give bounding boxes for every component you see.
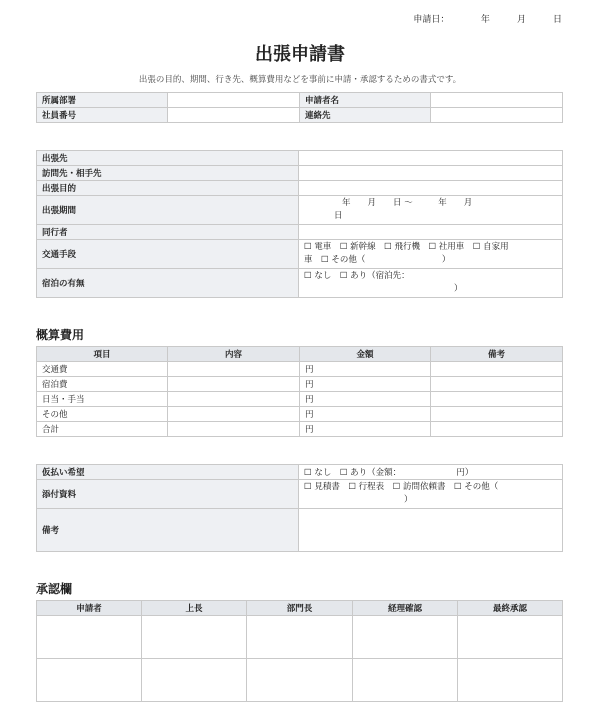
department-field[interactable] — [168, 93, 300, 108]
contact-field[interactable] — [431, 108, 563, 123]
approval-stamp-cell[interactable] — [458, 616, 563, 659]
date-label: 申請日： — [413, 15, 445, 25]
approval-table — [36, 600, 563, 702]
cost-item: 宿泊費 — [37, 377, 168, 392]
contact-label: 連絡先 — [300, 108, 431, 123]
approval-stamp-cell[interactable] — [142, 659, 247, 702]
approval-stamp-cell[interactable] — [142, 616, 247, 659]
cost-section-title: 概算費用 — [36, 328, 85, 342]
transport-label: 交通手段 — [37, 240, 299, 269]
extra-table — [36, 464, 563, 552]
cost-remarks-field[interactable] — [431, 422, 563, 437]
transport-options[interactable] — [299, 240, 563, 269]
table-row — [37, 377, 563, 392]
approval-stamp-cell[interactable] — [353, 616, 458, 659]
remarks-field[interactable] — [299, 509, 563, 552]
cost-amount-field[interactable]: 円 — [300, 392, 431, 407]
application-date — [413, 12, 562, 25]
cost-header-item: 項目 — [37, 347, 168, 362]
approval-stamp-cell[interactable] — [37, 616, 142, 659]
approval-stamp-row — [37, 659, 563, 702]
purpose-label: 出張目的 — [37, 181, 299, 196]
department-label: 所属部署 — [37, 93, 168, 108]
approval-stamp-cell[interactable] — [247, 616, 353, 659]
approval-stamp-cell[interactable] — [247, 659, 353, 702]
transport-options-line2: 車 ☐ その他（ ） — [304, 255, 451, 265]
remarks-label: 備考 — [37, 509, 299, 552]
date-day: 日 — [552, 15, 562, 25]
lodging-options-line2: ） — [454, 284, 463, 294]
cost-header-amount: 金額 — [300, 347, 431, 362]
visit-label: 訪問先・相手先 — [37, 166, 299, 181]
cost-item: 合計 — [37, 422, 168, 437]
attachments-options-line1: ☐ 見積書 ☐ 行程表 ☐ 訪問依頼書 ☐ その他（ — [304, 482, 499, 492]
visit-field[interactable] — [299, 166, 563, 181]
date-year: 年 — [480, 15, 490, 25]
approval-header-applicant: 申請者 — [37, 601, 142, 616]
approval-header-dept-head: 部門長 — [247, 601, 353, 616]
lodging-label: 宿泊の有無 — [37, 269, 299, 298]
lodging-options[interactable] — [299, 269, 563, 298]
attachments-label: 添付資料 — [37, 480, 299, 509]
cost-item: 交通費 — [37, 362, 168, 377]
employee-no-field[interactable] — [168, 108, 300, 123]
cost-content-field[interactable] — [168, 362, 300, 377]
cost-content-field[interactable] — [168, 407, 300, 422]
period-field[interactable] — [299, 196, 563, 225]
table-row — [37, 422, 563, 437]
cost-content-field[interactable] — [168, 392, 300, 407]
lodging-options-line1: ☐ なし ☐ あり（宿泊先： — [304, 271, 410, 281]
cost-header-content: 内容 — [168, 347, 300, 362]
companion-label: 同行者 — [37, 225, 299, 240]
cost-remarks-field[interactable] — [431, 392, 563, 407]
cost-content-field[interactable] — [168, 422, 300, 437]
period-value-line1: 年 月 日 〜 年 月 — [342, 198, 473, 208]
document-subtitle: 出張の目的、期間、行き先、概算費用などを事前に申請・承認するための書式です。 — [138, 75, 462, 85]
advance-label: 仮払い希望 — [37, 465, 299, 480]
period-value-line2: 日 — [334, 211, 343, 221]
cost-amount-field[interactable]: 円 — [300, 407, 431, 422]
cost-remarks-field[interactable] — [431, 362, 563, 377]
applicant-table — [36, 92, 563, 123]
approval-header-accounting: 経理確認 — [353, 601, 458, 616]
approval-stamp-cell[interactable] — [458, 659, 563, 702]
cost-remarks-field[interactable] — [431, 377, 563, 392]
trip-table — [36, 150, 563, 298]
approval-stamp-row — [37, 616, 563, 659]
period-label: 出張期間 — [37, 196, 299, 225]
approval-stamp-cell[interactable] — [353, 659, 458, 702]
date-month: 月 — [516, 15, 526, 25]
purpose-field[interactable] — [299, 181, 563, 196]
cost-amount-field[interactable]: 円 — [300, 377, 431, 392]
table-row — [37, 392, 563, 407]
table-row — [37, 362, 563, 377]
cost-item: その他 — [37, 407, 168, 422]
applicant-name-label: 申請者名 — [300, 93, 431, 108]
advance-options[interactable]: ☐ なし ☐ あり（金額： 円） — [299, 465, 563, 480]
cost-remarks-field[interactable] — [431, 407, 563, 422]
destination-label: 出張先 — [37, 151, 299, 166]
cost-table — [36, 346, 563, 437]
table-row — [37, 407, 563, 422]
transport-options-line1: ☐ 電車 ☐ 新幹線 ☐ 飛行機 ☐ 社用車 ☐ 自家用 — [304, 242, 509, 252]
cost-amount-field[interactable]: 円 — [300, 422, 431, 437]
approval-section-title: 承認欄 — [36, 582, 73, 596]
cost-content-field[interactable] — [168, 377, 300, 392]
approval-header-final: 最終承認 — [458, 601, 563, 616]
cost-amount-field[interactable]: 円 — [300, 362, 431, 377]
companion-field[interactable] — [299, 225, 563, 240]
approval-stamp-cell[interactable] — [37, 659, 142, 702]
document-title: 出張申請書 — [255, 44, 345, 65]
applicant-name-field[interactable] — [431, 93, 563, 108]
cost-header-remarks: 備考 — [431, 347, 563, 362]
attachments-options[interactable] — [299, 480, 563, 509]
cost-item: 日当・手当 — [37, 392, 168, 407]
attachments-options-line2: ） — [404, 495, 413, 505]
approval-header-supervisor: 上長 — [142, 601, 247, 616]
employee-no-label: 社員番号 — [37, 108, 168, 123]
destination-field[interactable] — [299, 151, 563, 166]
